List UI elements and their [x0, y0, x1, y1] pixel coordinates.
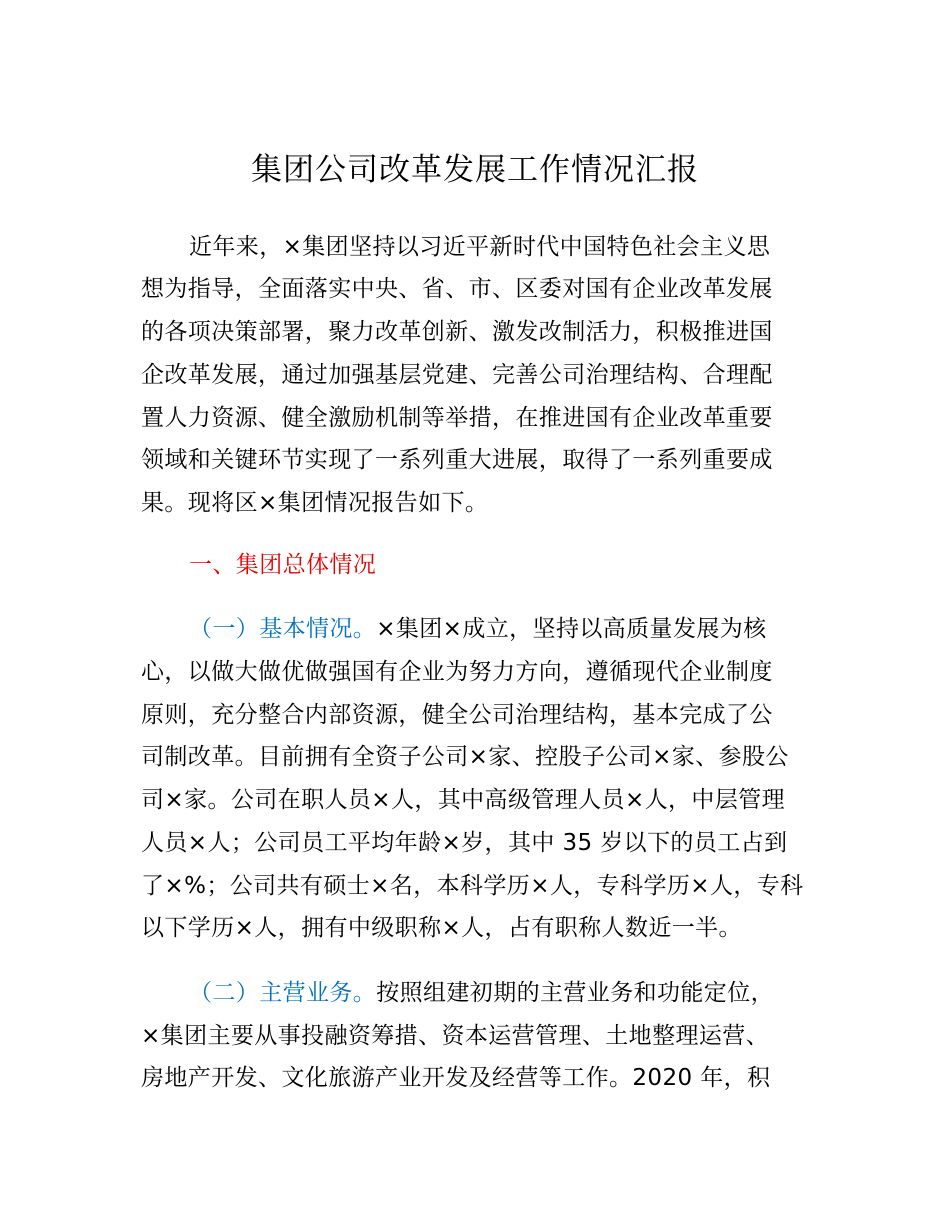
body-line: ×集团主要从事投融资筹措、资本运营管理、土地整理运营、 — [141, 1023, 770, 1049]
document-title: 集团公司改革发展工作情况汇报 — [251, 152, 699, 188]
intro-line: 想为指导，全面落实中央、省、市、区委对国有企业改革发展 — [141, 276, 773, 302]
intro-line: 领域和关键环节实现了一系列重大进展，取得了一系列重要成 — [141, 447, 773, 473]
body-line: 以下学历×人，拥有中级职称×人，占有职称人数近一半。 — [141, 915, 742, 941]
subsection-basic-text: ×集团×成立，坚持以高质量发展为核 — [376, 616, 767, 642]
body-line: 了×%；公司共有硕士×名，本科学历×人，专科学历×人，专科 — [141, 873, 804, 899]
body-line: 司制改革。目前拥有全资子公司×家、控股子公司×家、参股公 — [141, 744, 789, 770]
body-line: 司×家。公司在职人员×人，其中高级管理人员×人，中层管理 — [141, 787, 786, 813]
intro-line: 果。现将区×集团情况报告如下。 — [141, 490, 489, 516]
body-line: 人员×人；公司员工平均年龄×岁，其中 35 岁以下的员工占到 — [141, 830, 788, 856]
intro-line: 置人力资源、健全激励机制等举措，在推进国有企业改革重要 — [141, 405, 773, 431]
subsection-heading-business: （二）主营业务。 — [189, 980, 377, 1006]
subsection-heading-basic: （一）基本情况。 — [189, 616, 377, 642]
body-line: 原则，充分整合内部资源，健全公司治理结构，基本完成了公 — [141, 702, 773, 728]
subsection-basic-first-line — [189, 614, 767, 644]
intro-line: 的各项决策部署，聚力改革创新、激发改制活力，积极推进国 — [141, 319, 773, 345]
subsection-business-text: 按照组建初期的主营业务和功能定位， — [376, 980, 775, 1006]
body-line: 房地产开发、文化旅游产业开发及经营等工作。2020 年，积 — [141, 1065, 771, 1091]
section-heading-overview: 一、集团总体情况 — [189, 552, 377, 578]
intro-line: 企改革发展，通过加强基层党建、完善公司治理结构、合理配 — [141, 362, 773, 388]
subsection-business-first-line — [189, 978, 774, 1008]
intro-line: 近年来，×集团坚持以习近平新时代中国特色社会主义思 — [189, 234, 771, 260]
body-line: 心，以做大做优做强国有企业为努力方向，遵循现代企业制度 — [141, 659, 773, 685]
